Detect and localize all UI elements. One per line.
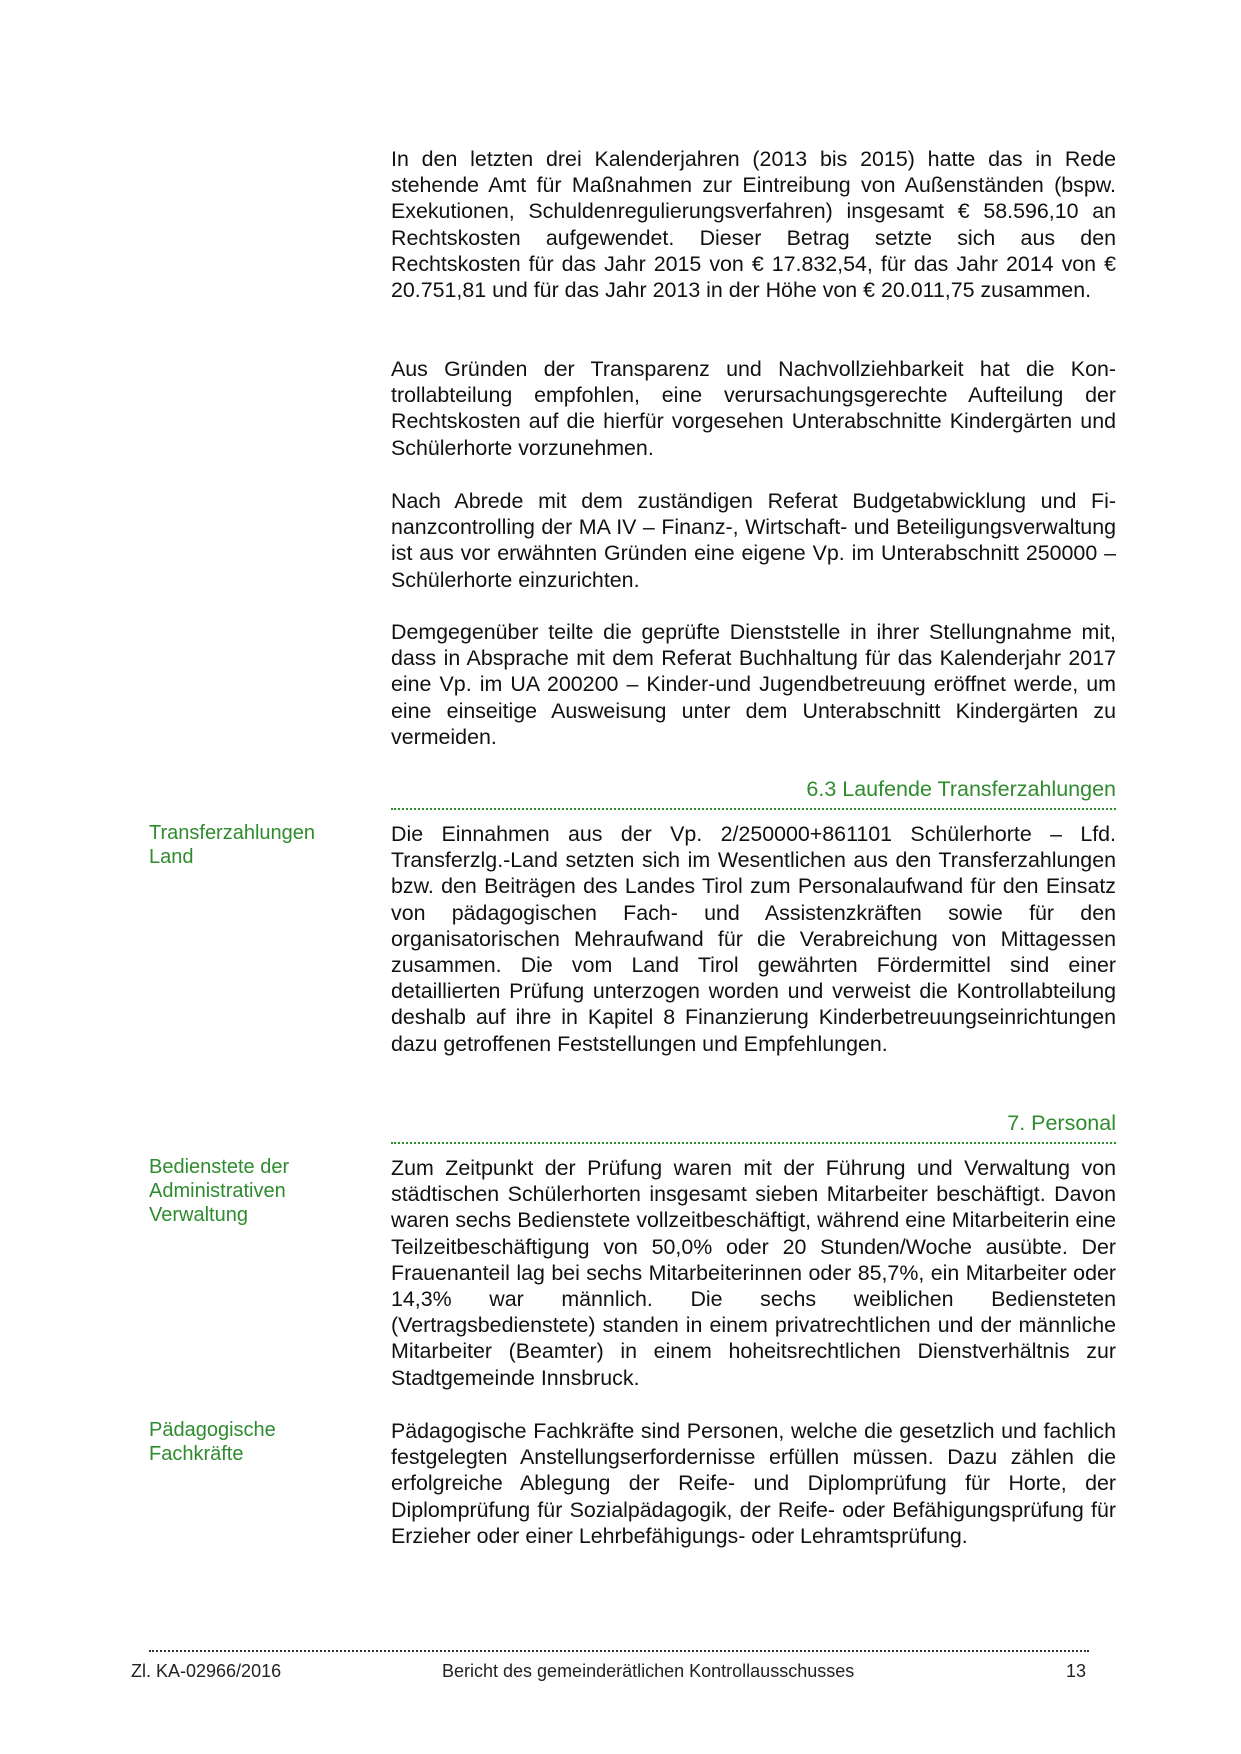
margin-label-transfer-land: Transferzahlungen Land xyxy=(149,822,316,868)
footer-report-title: Bericht des gemeinderätlichen Kontrollausschusses xyxy=(442,1661,855,1681)
section-heading-personnel: 7. Personal xyxy=(391,1110,1116,1144)
paragraph-agreement: Nach Abrede mit dem zuständigen Referat Budgetabwicklung und Finanzcontrolling der MA IV – Finanz-, Wirtschaft- und Beteiligungsverwaltung ist aus vor erwähnten Gründen eine eigene Vp. im Unterabschnitt 250000 – Schülerhorte einzurichten. xyxy=(391,489,1116,592)
footer-reference: Zl. KA-02966/2016 xyxy=(131,1661,282,1681)
margin-label-admin-staff: Bedienstete der Administrativen Verwaltung xyxy=(149,1156,290,1226)
paragraph-staff: Zum Zeitpunkt der Prüfung waren mit der Führung und Verwaltung von städtischen Schülerhorten insgesamt sieben Mitarbeiter beschäftigt. Davon waren sechs Bedienstete vollzeitbeschäftigt, während eine Mitarbeiterin eine Teilzeitbeschäftigung von 50,0% oder 20 Stunden/Woche ausübte. Der Frauenanteil lag bei sechs Mitarbeiterinnen oder 85,7%, ein Mitarbeiter oder 14,3% war männlich. Die sechs weiblichen Bediensteten (Vertragsbedienstete) standen in einem privatrechtlichen und der männliche Mitarbeiter (Beamter) in einem hoheitsrechtlichen Dienstverhältnis zur Stadtgemeinde Innsbruck. xyxy=(391,1156,1116,1390)
paragraph-statement: Demgegenüber teilte die geprüfte Dienststelle in ihrer Stellungnahme mit, dass in Absprache mit dem Referat Buchhaltung für das Kalenderjahr 2017 eine Vp. im UA 200200 – Kinder-und Jugendbetreuung eröffnet werde, um eine einseitige Ausweisung unter dem Unterabschnitt Kindergärten zu vermeiden. xyxy=(391,620,1116,749)
paragraph-transfer-income: Die Einnahmen aus der Vp. 2/250000+861101 Schülerhorte – Lfd. Transferzlg.-Land setzten sich im Wesentlichen aus den Transferzahlungen bzw. den Beiträgen des Landes Tirol zum Personalaufwand für den Einsatz von pädagogischen Fach- und Assistenzkräften sowie für den organisatorischen Mehraufwand für die Verabreichung von Mittagessen zusammen. Die vom Land Tirol gewährten Fördermittel sind einer detaillierten Prüfung unterzogen worden und verweist die Kontrollabteilung deshalb auf ihre in Kapitel 8 Finanzierung Kinderbetreuungseinrichtungen dazu getroffenen Feststellungen und Empfehlungen. xyxy=(391,822,1116,1056)
paragraph-recommendation: Aus Gründen der Transparenz und Nachvollziehbarkeit hat die Kontrollabteilung empfohlen, eine verursachungsgerechte Aufteilung der Rechtskosten auf die hierfür vorgesehen Unterabschnitte Kindergärten und Schülerhorte vorzunehmen. xyxy=(391,357,1116,460)
footer-page-number: 13 xyxy=(1066,1661,1087,1681)
footer-divider xyxy=(149,1650,1089,1652)
paragraph-pedagogical-staff: Pädagogische Fachkräfte sind Personen, welche die gesetzlich und fachlich festgelegten Anstellungserfordernisse erfüllen müssen. Dazu zählen die erfolgreiche Ablegung der Reife- und Diplomprüfung für Horte, der Diplomprüfung für Sozialpädagogik, der Reife- oder Befähigungsprüfung für Erzieher oder einer Lehrbefähigungs- oder Lehramtsprüfung. xyxy=(391,1419,1116,1548)
paragraph-legal-costs: In den letzten drei Kalenderjahren (2013 bis 2015) hatte das in Rede stehende Amt für Maßnahmen zur Eintreibung von Außenständen (bspw. Exekutionen, Schuldenregulierungsverfahren) insgesamt € 58.596,10 an Rechtskosten aufgewendet. Dieser Betrag setzte sich aus den Rechtskosten für das Jahr 2015 von € 17.832,54, für das Jahr 2014 von € 20.751,81 und für das Jahr 2013 in der Höhe von € 20.011,75 zusammen. xyxy=(391,147,1116,303)
margin-label-pedagogical-staff: Pädagogische Fachkräfte xyxy=(149,1419,276,1465)
section-heading-transfer-payments: 6.3 Laufende Transferzahlungen xyxy=(391,776,1116,810)
